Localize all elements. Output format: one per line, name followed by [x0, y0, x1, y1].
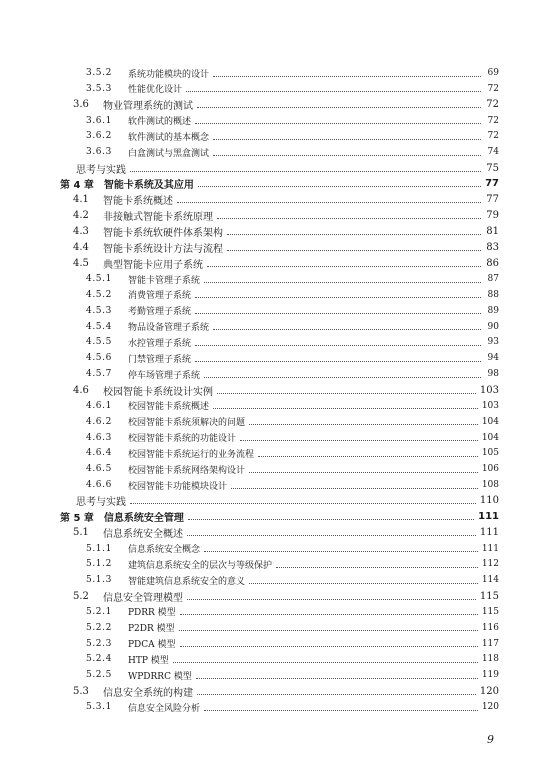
toc-entry-title: HTP 模型 — [128, 655, 169, 666]
toc-entry-page: 104 — [481, 432, 499, 443]
dot-leader — [195, 345, 481, 346]
dot-leader — [249, 424, 478, 425]
toc-entry-number: 4.1 — [73, 194, 89, 206]
toc-entry-page: 87 — [487, 274, 499, 285]
toc-entry-number: 5.2.1 — [86, 606, 112, 617]
toc-entry — [86, 462, 499, 476]
toc-entry — [86, 605, 499, 619]
toc-entry-page: 94 — [487, 353, 499, 364]
dot-leader — [249, 472, 478, 473]
toc-entry — [86, 668, 499, 682]
toc-entry-page: 115 — [481, 606, 499, 617]
toc-entry-number: 4.3 — [73, 226, 89, 237]
toc-entry-title: 信息系统安全管理 — [103, 513, 184, 525]
toc-entry-title: 校园智能卡系统须解决的问题 — [128, 418, 246, 429]
toc-entry-title: 消费管理子系统 — [128, 291, 192, 302]
dot-leader — [130, 171, 481, 172]
toc-entry — [86, 542, 499, 556]
toc-entry — [86, 700, 499, 714]
toc-entry-number: 4.6.1 — [86, 400, 112, 411]
toc-entry-number: 4.6.3 — [86, 432, 112, 443]
toc-entry-page: 108 — [481, 480, 499, 491]
toc-entry-number: 5.2.4 — [86, 654, 112, 665]
toc-entry-page: 93 — [487, 337, 499, 348]
toc-entry-page: 117 — [481, 638, 499, 649]
toc-entry-page: 90 — [487, 321, 499, 332]
toc-entry-page: 115 — [479, 590, 499, 602]
toc-entry-number: 5.1.2 — [86, 559, 112, 570]
dot-leader — [217, 393, 476, 394]
toc-entry-page: 120 — [481, 702, 499, 712]
toc-entry-number: 4.5.2 — [86, 289, 112, 300]
toc-entry — [86, 145, 499, 159]
dot-leader — [187, 599, 476, 600]
toc-entry-title: WPDRRC 模型 — [128, 671, 192, 682]
toc-entry-title: 校园智能卡系统网络架构设计 — [128, 465, 246, 476]
dot-leader — [227, 250, 481, 251]
toc-entry-number: 3.6.2 — [86, 131, 112, 142]
toc-entry — [86, 288, 499, 302]
dot-leader — [173, 662, 478, 663]
toc-entry-page: 114 — [481, 575, 499, 586]
dot-leader — [204, 377, 481, 378]
toc-entry-page: 104 — [481, 416, 499, 427]
dot-leader — [195, 313, 481, 314]
toc-entry-page: 77 — [486, 194, 499, 206]
toc-entry-title: 白盒测试与黑盒测试 — [128, 148, 210, 159]
dot-leader — [198, 186, 481, 187]
toc-entry — [86, 431, 499, 445]
toc-entry-title: 信息安全系统的构建 — [103, 687, 193, 699]
dot-leader — [180, 646, 478, 647]
toc-entry — [73, 684, 499, 698]
toc-entry — [86, 637, 499, 651]
toc-entry-title: 智能卡系统设计方法与流程 — [103, 243, 223, 255]
toc-entry-page: 72 — [487, 115, 499, 126]
toc-entry-title: 信息安全管理模型 — [103, 592, 183, 604]
toc-entry — [73, 240, 499, 254]
toc-entry-number: 5.1.3 — [86, 575, 112, 586]
toc-entry-number: 第 5 章 — [60, 513, 94, 525]
dot-leader — [258, 456, 478, 457]
dot-leader — [195, 297, 481, 298]
dot-leader — [207, 266, 481, 267]
toc-entry-number: 4.5.1 — [86, 274, 112, 285]
toc-entry-title: 思考与实践 — [76, 497, 126, 509]
toc-entry-page: 110 — [479, 495, 499, 507]
toc-entry-number: 4.5.4 — [86, 321, 112, 332]
toc-entry — [86, 478, 499, 492]
toc-entry-title: 非接触式智能卡系统原理 — [103, 212, 213, 224]
toc-entry-number: 4.5.3 — [86, 305, 112, 316]
toc-entry-page: 86 — [486, 257, 499, 269]
toc-entry — [86, 320, 499, 334]
toc-entry-number: 5.3 — [73, 685, 89, 697]
toc-entry-page: 83 — [486, 241, 499, 253]
toc-entry-title: 智能卡系统及其应用 — [103, 180, 194, 192]
toc-entry-title: 水控管理子系统 — [128, 338, 192, 349]
toc-entry — [86, 272, 499, 286]
toc-entry-number: 4.5.7 — [86, 369, 112, 380]
dot-leader — [204, 551, 478, 552]
toc-entry-page: 88 — [487, 289, 499, 300]
toc-entry — [73, 193, 499, 207]
toc-entry-page: 98 — [487, 369, 499, 380]
toc-entry — [73, 209, 499, 223]
toc-entry — [73, 225, 499, 239]
toc-entry — [86, 335, 499, 349]
toc-entry-title: 智能卡系统软硬件体系架构 — [103, 228, 223, 239]
toc-entry-title: 典型智能卡应用子系统 — [103, 259, 203, 271]
toc-entry-page: 74 — [487, 147, 499, 158]
toc-entry-page: 79 — [486, 210, 499, 222]
dot-leader — [195, 123, 481, 124]
toc-entry — [86, 652, 499, 666]
toc-entry-number: 第 4 章 — [60, 180, 94, 192]
toc-entry — [86, 399, 499, 413]
toc-entry-number: 4.5 — [73, 257, 89, 269]
toc-entry-number: 5.2.3 — [86, 638, 112, 649]
toc-entry — [60, 177, 499, 191]
toc-entry — [86, 66, 499, 80]
toc-entry-title: 软件测试的概述 — [128, 117, 192, 128]
dot-leader — [204, 282, 481, 283]
dot-leader — [249, 583, 478, 584]
dot-leader — [187, 535, 476, 536]
toc-entry — [86, 367, 499, 381]
toc-entry-page: 72 — [487, 131, 499, 142]
toc-entry — [76, 161, 499, 175]
toc-entry-number: 4.6.2 — [86, 416, 112, 427]
toc-entry-title: 系统功能模块的设计 — [128, 69, 210, 80]
toc-entry — [76, 494, 499, 508]
dot-leader — [213, 76, 481, 77]
dot-leader — [217, 218, 481, 219]
dot-leader — [196, 678, 478, 679]
dot-leader — [195, 361, 481, 362]
toc-entry-title: 停车场管理子系统 — [128, 370, 201, 381]
dot-leader — [197, 694, 476, 695]
toc-entry — [73, 383, 499, 397]
toc-entry-number: 3.6.1 — [86, 115, 112, 126]
toc-entry — [86, 114, 499, 128]
dot-leader — [240, 440, 478, 441]
dot-leader — [213, 155, 481, 156]
toc-entry — [86, 446, 499, 460]
toc-entry-number: 3.6 — [73, 99, 89, 111]
toc-entry-title: PDCA 模型 — [128, 640, 176, 651]
toc-entry-title: 信息安全风险分析 — [128, 703, 201, 714]
toc-entry — [86, 82, 499, 96]
toc-entry-number: 5.3.1 — [86, 702, 112, 712]
toc-entry-page: 116 — [481, 622, 499, 633]
dot-leader — [213, 329, 481, 330]
toc-entry-number: 3.5.2 — [86, 68, 112, 78]
toc-entry-number: 4.6.5 — [86, 464, 112, 475]
toc-entry-number: 5.2 — [73, 590, 89, 602]
dot-leader — [179, 630, 478, 631]
toc-entry — [73, 256, 499, 270]
toc-entry-number: 5.1.1 — [86, 543, 112, 554]
toc-entry — [86, 129, 499, 143]
toc-entry-title: 信息系统安全概念 — [128, 545, 201, 555]
toc-entry-number: 3.6.3 — [86, 147, 112, 158]
toc-entry-page: 103 — [479, 384, 499, 396]
toc-entry-title: 门禁管理子系统 — [128, 354, 192, 365]
toc-entry-title: 校园智能卡系统设计实例 — [103, 386, 213, 398]
toc-entry-title: 校园智能卡系统概述 — [128, 402, 210, 413]
toc-entry-page: 72 — [486, 99, 499, 111]
dot-leader — [276, 567, 478, 568]
toc-entry — [86, 304, 499, 318]
toc-entry-page: 81 — [486, 226, 499, 237]
toc-entry — [73, 526, 499, 540]
toc-entry-page: 89 — [487, 305, 499, 316]
page-number: 9 — [487, 733, 494, 746]
toc-entry-number: 4.6 — [73, 384, 89, 396]
toc-entry-title: 智能卡系统概述 — [103, 196, 173, 208]
toc-entry — [60, 510, 499, 524]
dot-leader — [180, 614, 478, 615]
toc-entry-page: 120 — [479, 685, 499, 697]
toc-entry-number: 4.6.6 — [86, 480, 112, 491]
toc-entry-title: 建筑信息系统安全的层次与等级保护 — [128, 560, 273, 571]
toc-entry-number: 4.2 — [73, 210, 89, 222]
toc-entry-number: 3.5.3 — [86, 83, 112, 94]
toc-entry-title: 智能建筑信息系统安全的意义 — [128, 576, 246, 587]
toc-entry-title: 性能优化设计 — [128, 85, 183, 96]
dot-leader — [213, 408, 478, 409]
toc-entry-page: 77 — [485, 178, 499, 190]
toc-entry-title: 信息系统安全概述 — [103, 529, 183, 541]
toc-entry-title: 软件测试的基本概念 — [128, 132, 210, 143]
toc-entry-page: 105 — [481, 448, 499, 459]
toc-entry — [86, 415, 499, 429]
toc-entry — [73, 589, 499, 603]
toc-entry-page: 111 — [481, 543, 499, 554]
toc-entry-title: 校园智能卡功能模块设计 — [128, 481, 228, 492]
toc-entry-page: 118 — [481, 654, 499, 665]
toc-entry-title: 思考与实践 — [76, 164, 126, 176]
toc-entry-page: 103 — [481, 400, 499, 411]
toc-entry-title: 校园智能卡系统的功能设计 — [128, 434, 237, 445]
toc-entry-title: 物品设备管理子系统 — [128, 323, 210, 334]
toc-entry — [86, 573, 499, 587]
toc-entry-page: 111 — [478, 511, 499, 523]
toc-entry-number: 5.2.5 — [86, 670, 112, 681]
dot-leader — [204, 710, 478, 711]
dot-leader — [177, 202, 481, 203]
toc-entry-page: 75 — [486, 162, 499, 174]
toc-entry-page: 69 — [487, 68, 499, 78]
toc-entry-number: 4.5.6 — [86, 353, 112, 364]
toc-entry-page: 106 — [481, 464, 499, 475]
dot-leader — [130, 503, 476, 504]
toc-entry-number: 5.1 — [73, 527, 89, 539]
toc-entry-number: 5.2.2 — [86, 622, 112, 633]
toc-entry-page: 119 — [481, 670, 499, 681]
toc-entry-page: 112 — [481, 559, 499, 570]
toc-entry-number: 4.6.4 — [86, 448, 112, 459]
toc-entry — [86, 557, 499, 571]
toc-entry — [73, 98, 499, 112]
toc-entry-page: 111 — [479, 527, 499, 539]
toc-entry-number: 4.4 — [73, 241, 89, 253]
toc-entry-title: 物业管理系统的测试 — [103, 101, 193, 113]
toc-entry-title: 校园智能卡系统运行的业务流程 — [128, 449, 255, 460]
toc-entry-title: P2DR 模型 — [128, 624, 175, 635]
dot-leader — [213, 139, 481, 140]
toc-entry-title: PDRR 模型 — [128, 608, 176, 619]
toc-entry — [86, 621, 499, 635]
dot-leader — [227, 234, 481, 235]
toc-entry-title: 智能卡管理子系统 — [128, 275, 201, 286]
toc-entry-page: 72 — [487, 83, 499, 94]
dot-leader — [197, 107, 481, 108]
dot-leader — [188, 519, 474, 520]
dot-leader — [186, 91, 481, 92]
toc-entry-title: 考勤管理子系统 — [128, 307, 192, 318]
toc-entry-number: 4.5.5 — [86, 337, 112, 348]
dot-leader — [231, 488, 478, 489]
toc-entry — [86, 351, 499, 365]
